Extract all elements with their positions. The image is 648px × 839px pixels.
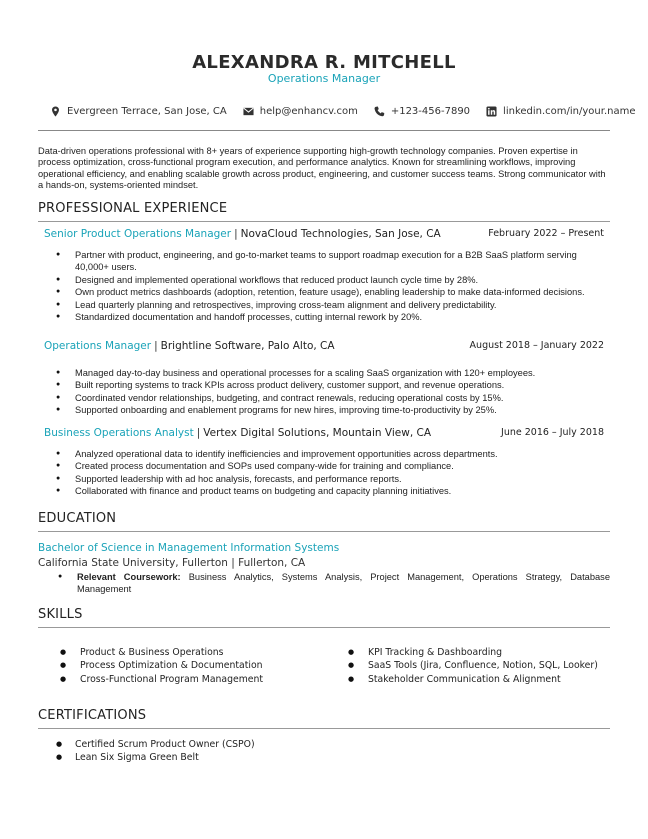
section-divider-education bbox=[38, 531, 610, 532]
skills-list-right bbox=[348, 646, 638, 686]
job-separator: | bbox=[196, 427, 201, 439]
list-item: ● Supported leadership with ad hoc analysis, forecasts, and performance reports. bbox=[56, 473, 611, 485]
list-item: ● Product & Business Operations bbox=[60, 646, 350, 659]
coursework-text: Business Analytics, Systems Analysis, Project Management, Operations Strategy, Database Management bbox=[77, 572, 610, 594]
list-item: ● Lean Six Sigma Green Belt bbox=[56, 751, 456, 764]
contact-linkedin[interactable] bbox=[486, 106, 635, 117]
phone-icon bbox=[374, 106, 385, 117]
list-item: ● Stakeholder Communication & Alignment bbox=[348, 673, 638, 686]
linkedin-icon bbox=[486, 106, 497, 117]
list-item: ● Process Optimization & Documentation bbox=[60, 659, 350, 672]
summary-text: Data-driven operations professional with 8+ years of experience supporting high-growth technology companies. Proven expertise in process optimization, cross-functional program execution, and performance analytics. Known for streamlining workflows, improving operational efficiency, and enabling scalable growth across product, engineering, and customer success teams. Strong communicator with a hands-on, systems-oriented mindset. bbox=[38, 146, 606, 191]
job-separator: | bbox=[154, 340, 158, 352]
coursework bbox=[58, 571, 610, 595]
job-company: NovaCloud Technologies, San Jose, CA bbox=[240, 228, 441, 240]
section-divider-experience bbox=[38, 221, 610, 222]
list-item: ● Designed and implemented operational workflows that reduced product launch cycle time by 28%. bbox=[56, 274, 611, 286]
section-title-education: EDUCATION bbox=[38, 511, 117, 526]
job-title: Business Operations Analyst bbox=[44, 427, 194, 439]
list-item: ● Certified Scrum Product Owner (CSPO) bbox=[56, 738, 456, 751]
list-item: ● Own product metrics dashboards (adoption, retention, feature usage), enabling leadership to make data-informed decisions. bbox=[56, 286, 611, 298]
list-item: ● Partner with product, engineering, and go-to-market teams to support roadmap execution for a B2B SaaS platform serving 40,000+ users. bbox=[56, 249, 611, 274]
job-bullets-3 bbox=[56, 448, 611, 498]
linkedin-link[interactable]: linkedin.com/in/your.name bbox=[503, 106, 636, 117]
section-divider-certifications bbox=[38, 728, 610, 729]
job-header-2 bbox=[44, 340, 604, 354]
school-name: California State University, Fullerton | Fullerton, CA bbox=[38, 557, 306, 569]
job-dates: February 2022 – Present bbox=[488, 228, 604, 239]
contact-email[interactable] bbox=[243, 106, 358, 117]
skills-list-left bbox=[60, 646, 350, 686]
job-bullets-1 bbox=[56, 249, 611, 323]
job-dates: August 2018 – January 2022 bbox=[469, 340, 604, 351]
list-item: ● Analyzed operational data to identify inefficiencies and improvement opportunities across departments. bbox=[56, 448, 611, 460]
job-header-3 bbox=[44, 427, 604, 441]
list-item: ● SaaS Tools (Jira, Confluence, Notion, SQL, Looker) bbox=[348, 659, 638, 672]
list-item: ● Supported onboarding and enablement programs for new hires, improving time-to-productivity by 25%. bbox=[56, 404, 611, 416]
contact-location bbox=[50, 106, 227, 117]
job-company: Brightline Software, Palo Alto, CA bbox=[160, 340, 335, 352]
list-item: ● KPI Tracking & Dashboarding bbox=[348, 646, 638, 659]
section-divider-skills bbox=[38, 627, 610, 628]
job-header-1 bbox=[44, 228, 604, 242]
job-dates: June 2016 – July 2018 bbox=[501, 427, 604, 438]
section-title-certifications: CERTIFICATIONS bbox=[38, 708, 147, 723]
list-item: ● Standardized documentation and handoff processes, cutting internal rework by 20%. bbox=[56, 311, 611, 323]
coursework-label: Relevant Coursework: bbox=[77, 572, 181, 582]
job-company: Vertex Digital Solutions, Mountain View, CA bbox=[203, 427, 432, 439]
envelope-icon bbox=[243, 106, 254, 117]
degree-title: Bachelor of Science in Management Information Systems bbox=[38, 542, 340, 554]
job-title: Senior Product Operations Manager bbox=[44, 228, 232, 240]
header-divider bbox=[38, 130, 610, 131]
location-pin-icon bbox=[50, 106, 61, 117]
contact-phone[interactable] bbox=[374, 106, 470, 117]
certifications-list bbox=[56, 738, 456, 764]
list-item: ● Managed day-to-day business and operational processes for a scaling SaaS organization with 120+ employees. bbox=[56, 367, 611, 379]
section-title-experience: PROFESSIONAL EXPERIENCE bbox=[38, 201, 228, 216]
phone-text[interactable]: +123-456-7890 bbox=[390, 106, 471, 117]
job-title: Operations Manager bbox=[44, 340, 152, 352]
list-item: ● Created process documentation and SOPs used company-wide for training and compliance. bbox=[56, 460, 611, 472]
job-bullets-2 bbox=[56, 367, 611, 417]
list-item: ● Coordinated vendor relationships, budgeting, and contract renewals, reducing operational costs by 15%. bbox=[56, 392, 611, 404]
job-separator: | bbox=[234, 228, 238, 240]
list-item: ● Lead quarterly planning and retrospectives, improving cross-team alignment and delivery predictability. bbox=[56, 299, 611, 311]
candidate-role: Operations Manager bbox=[267, 72, 381, 85]
contact-bar bbox=[50, 106, 636, 117]
email-link[interactable]: help@enhancv.com bbox=[259, 106, 358, 117]
candidate-name: ALEXANDRA R. MITCHELL bbox=[192, 52, 456, 73]
list-item: ● Cross-Functional Program Management bbox=[60, 673, 350, 686]
list-item: ● Collaborated with finance and product teams on budgeting and capacity planning initiatives. bbox=[56, 485, 611, 497]
list-item: ● Built reporting systems to track KPIs across product delivery, customer support, and revenue operations. bbox=[56, 379, 611, 391]
location-text: Evergreen Terrace, San Jose, CA bbox=[67, 106, 227, 117]
section-title-skills: SKILLS bbox=[38, 607, 83, 622]
